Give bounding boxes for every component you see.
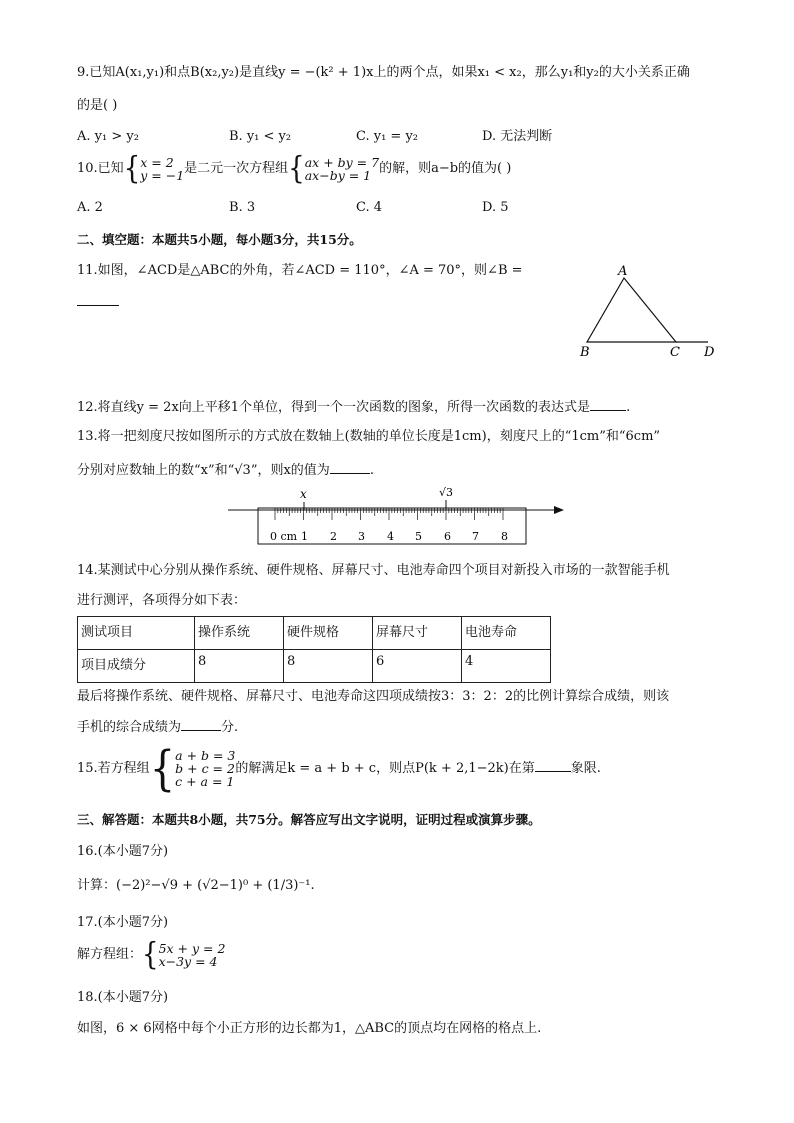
q9-choice-a: A. y₁ > y₂ <box>77 129 139 144</box>
q14-answer-blank <box>181 718 221 731</box>
q9-stem-line2: 的是( ) <box>77 98 118 113</box>
q9-choice-b: B. y₁ < y₂ <box>229 129 292 144</box>
q12-answer-blank <box>590 398 626 411</box>
table-header-row <box>78 617 551 650</box>
q10-middle: 是二元一次方程组 <box>184 161 289 176</box>
label-a: A <box>618 264 628 279</box>
q17-eq-2: x−3y = 4 <box>158 953 218 969</box>
q15-suffix: 的解满足k = a + b + c，则点P(k + 2,1−2k)在第 <box>235 761 535 776</box>
q15-end: 象限. <box>570 761 601 776</box>
q15-eq-2: b + c = 2 <box>175 761 235 776</box>
table-cell: 项目成绩分 <box>78 650 195 683</box>
q9-stem-line1: 9.已知A(x₁,y₁)和点B(x₂,y₂)是直线y = −(k² + 1)x上的两个点，如果x₁ < x₂，那么y₁和y₂的大小关系正确 <box>77 65 690 80</box>
q15-answer-blank <box>535 759 571 772</box>
q16-body: 计算：(−2)²−√9 + (√2−1)⁰ + (1/3)⁻¹. <box>77 878 315 893</box>
q15-eq-1: a + b = 3 <box>175 748 236 763</box>
ruler-label-4: 4 <box>387 530 394 543</box>
label-d: D <box>704 345 715 360</box>
q15-eq-3: c + a = 1 <box>175 774 235 789</box>
q15-system <box>175 749 235 788</box>
q13-stem-line1: 13.将一把刻度尺按如图所示的方式放在数轴上(数轴的单位长度是1cm)，刻度尺上的“1cm”和“6cm” <box>77 429 661 444</box>
q11-triangle-figure <box>574 260 724 364</box>
q9-choice-d: D. 无法判断 <box>482 129 553 144</box>
ruler-label-0: 0 cm <box>270 530 298 543</box>
q12-text: 12.将直线y = 2x向上平移1个单位，得到一个一次函数的图象，所得一次函数的表达式是 <box>77 400 591 415</box>
q14-after-text: 手机的综合成绩为 <box>77 720 182 735</box>
q12-stem: 12.将直线y = 2x向上平移1个单位，得到一个一次函数的图象，所得一次函数的表达式是 . <box>77 400 631 415</box>
table-cell: 8 <box>284 650 373 683</box>
table-header-cell: 操作系统 <box>195 617 284 650</box>
q10-sol-1: x = 2 <box>140 154 174 170</box>
q10-system <box>305 156 379 182</box>
label-c: C <box>670 345 680 360</box>
q11-answer-blank <box>77 293 119 306</box>
table-header-cell: 屏幕尺寸 <box>373 617 462 650</box>
q14-stem-line2: 进行测评，各项得分如下表： <box>77 593 247 608</box>
table-cell: 8 <box>195 650 284 683</box>
ruler-label-2: 2 <box>330 530 337 543</box>
q14-after-end: 分. <box>221 720 239 735</box>
q15-prefix: 15.若方程组 <box>77 761 150 776</box>
q13-answer-blank <box>330 461 370 474</box>
q17-title: 17.(本小题7分) <box>77 915 169 930</box>
q10-choice-b: B. 3 <box>229 200 256 215</box>
q14-after-line2 <box>77 718 238 737</box>
table-header-cell: 电池寿命 <box>462 617 551 650</box>
q18-body: 如图，6 × 6网格中每个小正方形的边长都为1，△ABC的顶点均在网格的格点上. <box>77 1021 542 1036</box>
q14-after-line1: 最后将操作系统、硬件规格、屏幕尺寸、电池寿命这四项成绩按3：3：2：2的比例计算综合成绩，则该 <box>77 689 670 704</box>
q10-solution <box>140 156 184 182</box>
q10-choice-d: D. 5 <box>482 200 509 215</box>
q13-stem-line2: 分别对应数轴上的数“x”和“√3”，则x的值为 . <box>77 463 374 478</box>
q17-eq-1: 5x + y = 2 <box>158 940 226 956</box>
q10-stem <box>77 150 512 187</box>
ruler-label-5: 5 <box>415 530 422 543</box>
q10-choice-c: C. 4 <box>356 200 383 215</box>
q10-prefix: 10.已知 <box>77 161 124 176</box>
q14-stem-line1: 14.某测试中心分别从操作系统、硬件规格、屏幕尺寸、电池寿命四个项目对新投入市场的一款智能手机 <box>77 563 670 578</box>
ruler-label-3: 3 <box>358 530 365 543</box>
q17-system <box>159 942 226 968</box>
q18-title: 18.(本小题7分) <box>77 990 169 1005</box>
ruler-ticks <box>275 508 503 520</box>
label-b: B <box>580 345 590 360</box>
q9-choice-c: C. y₁ = y₂ <box>356 129 419 144</box>
q13-ruler-figure <box>226 484 570 548</box>
table-cell: 4 <box>462 650 551 683</box>
q10-sol-2: y = −1 <box>140 167 185 183</box>
ruler-label-7: 7 <box>472 530 479 543</box>
ruler-label-8: 8 <box>501 530 508 543</box>
label-x: x <box>300 487 307 501</box>
q10-suffix: 的解，则a−b的值为( ) <box>379 161 512 176</box>
ruler-label-1: 1 <box>301 530 308 543</box>
q17-brace: { <box>142 936 159 973</box>
q10-eq-2: ax−by = 1 <box>304 167 372 183</box>
q11-stem: 11.如图，∠ACD是△ABC的外角，若∠ACD = 110°，∠A = 70°，则∠B = <box>77 263 523 278</box>
q10-eq-1: ax + by = 7 <box>304 154 380 170</box>
table-cell: 6 <box>373 650 462 683</box>
q10-brace-1: { <box>123 150 141 187</box>
q15-brace: { <box>149 740 176 797</box>
q17-stem <box>77 938 225 972</box>
ruler-label-6: 6 <box>444 530 451 543</box>
q17-prefix: 解方程组： <box>77 947 143 962</box>
table-header-cell: 硬件规格 <box>284 617 373 650</box>
q10-brace-2: { <box>288 150 305 187</box>
table-header-cell: 测试项目 <box>78 617 195 650</box>
number-line-arrow <box>554 506 564 514</box>
q14-score-table <box>77 616 551 683</box>
triangle-abc <box>587 278 676 342</box>
section-3-heading: 三、解答题：本题共8小题，共75分。解答应写出文字说明，证明过程或演算步骤。 <box>77 812 541 827</box>
q15-stem <box>77 740 601 797</box>
q16-title: 16.(本小题7分) <box>77 844 169 859</box>
section-2-heading: 二、填空题：本题共5小题，每小题3分，共15分。 <box>77 232 362 247</box>
table-row <box>78 650 551 683</box>
label-sqrt3: √3 <box>439 486 454 499</box>
q13-text: 分别对应数轴上的数“x”和“√3”，则x的值为 <box>77 463 330 478</box>
q10-choice-a: A. 2 <box>77 200 103 215</box>
